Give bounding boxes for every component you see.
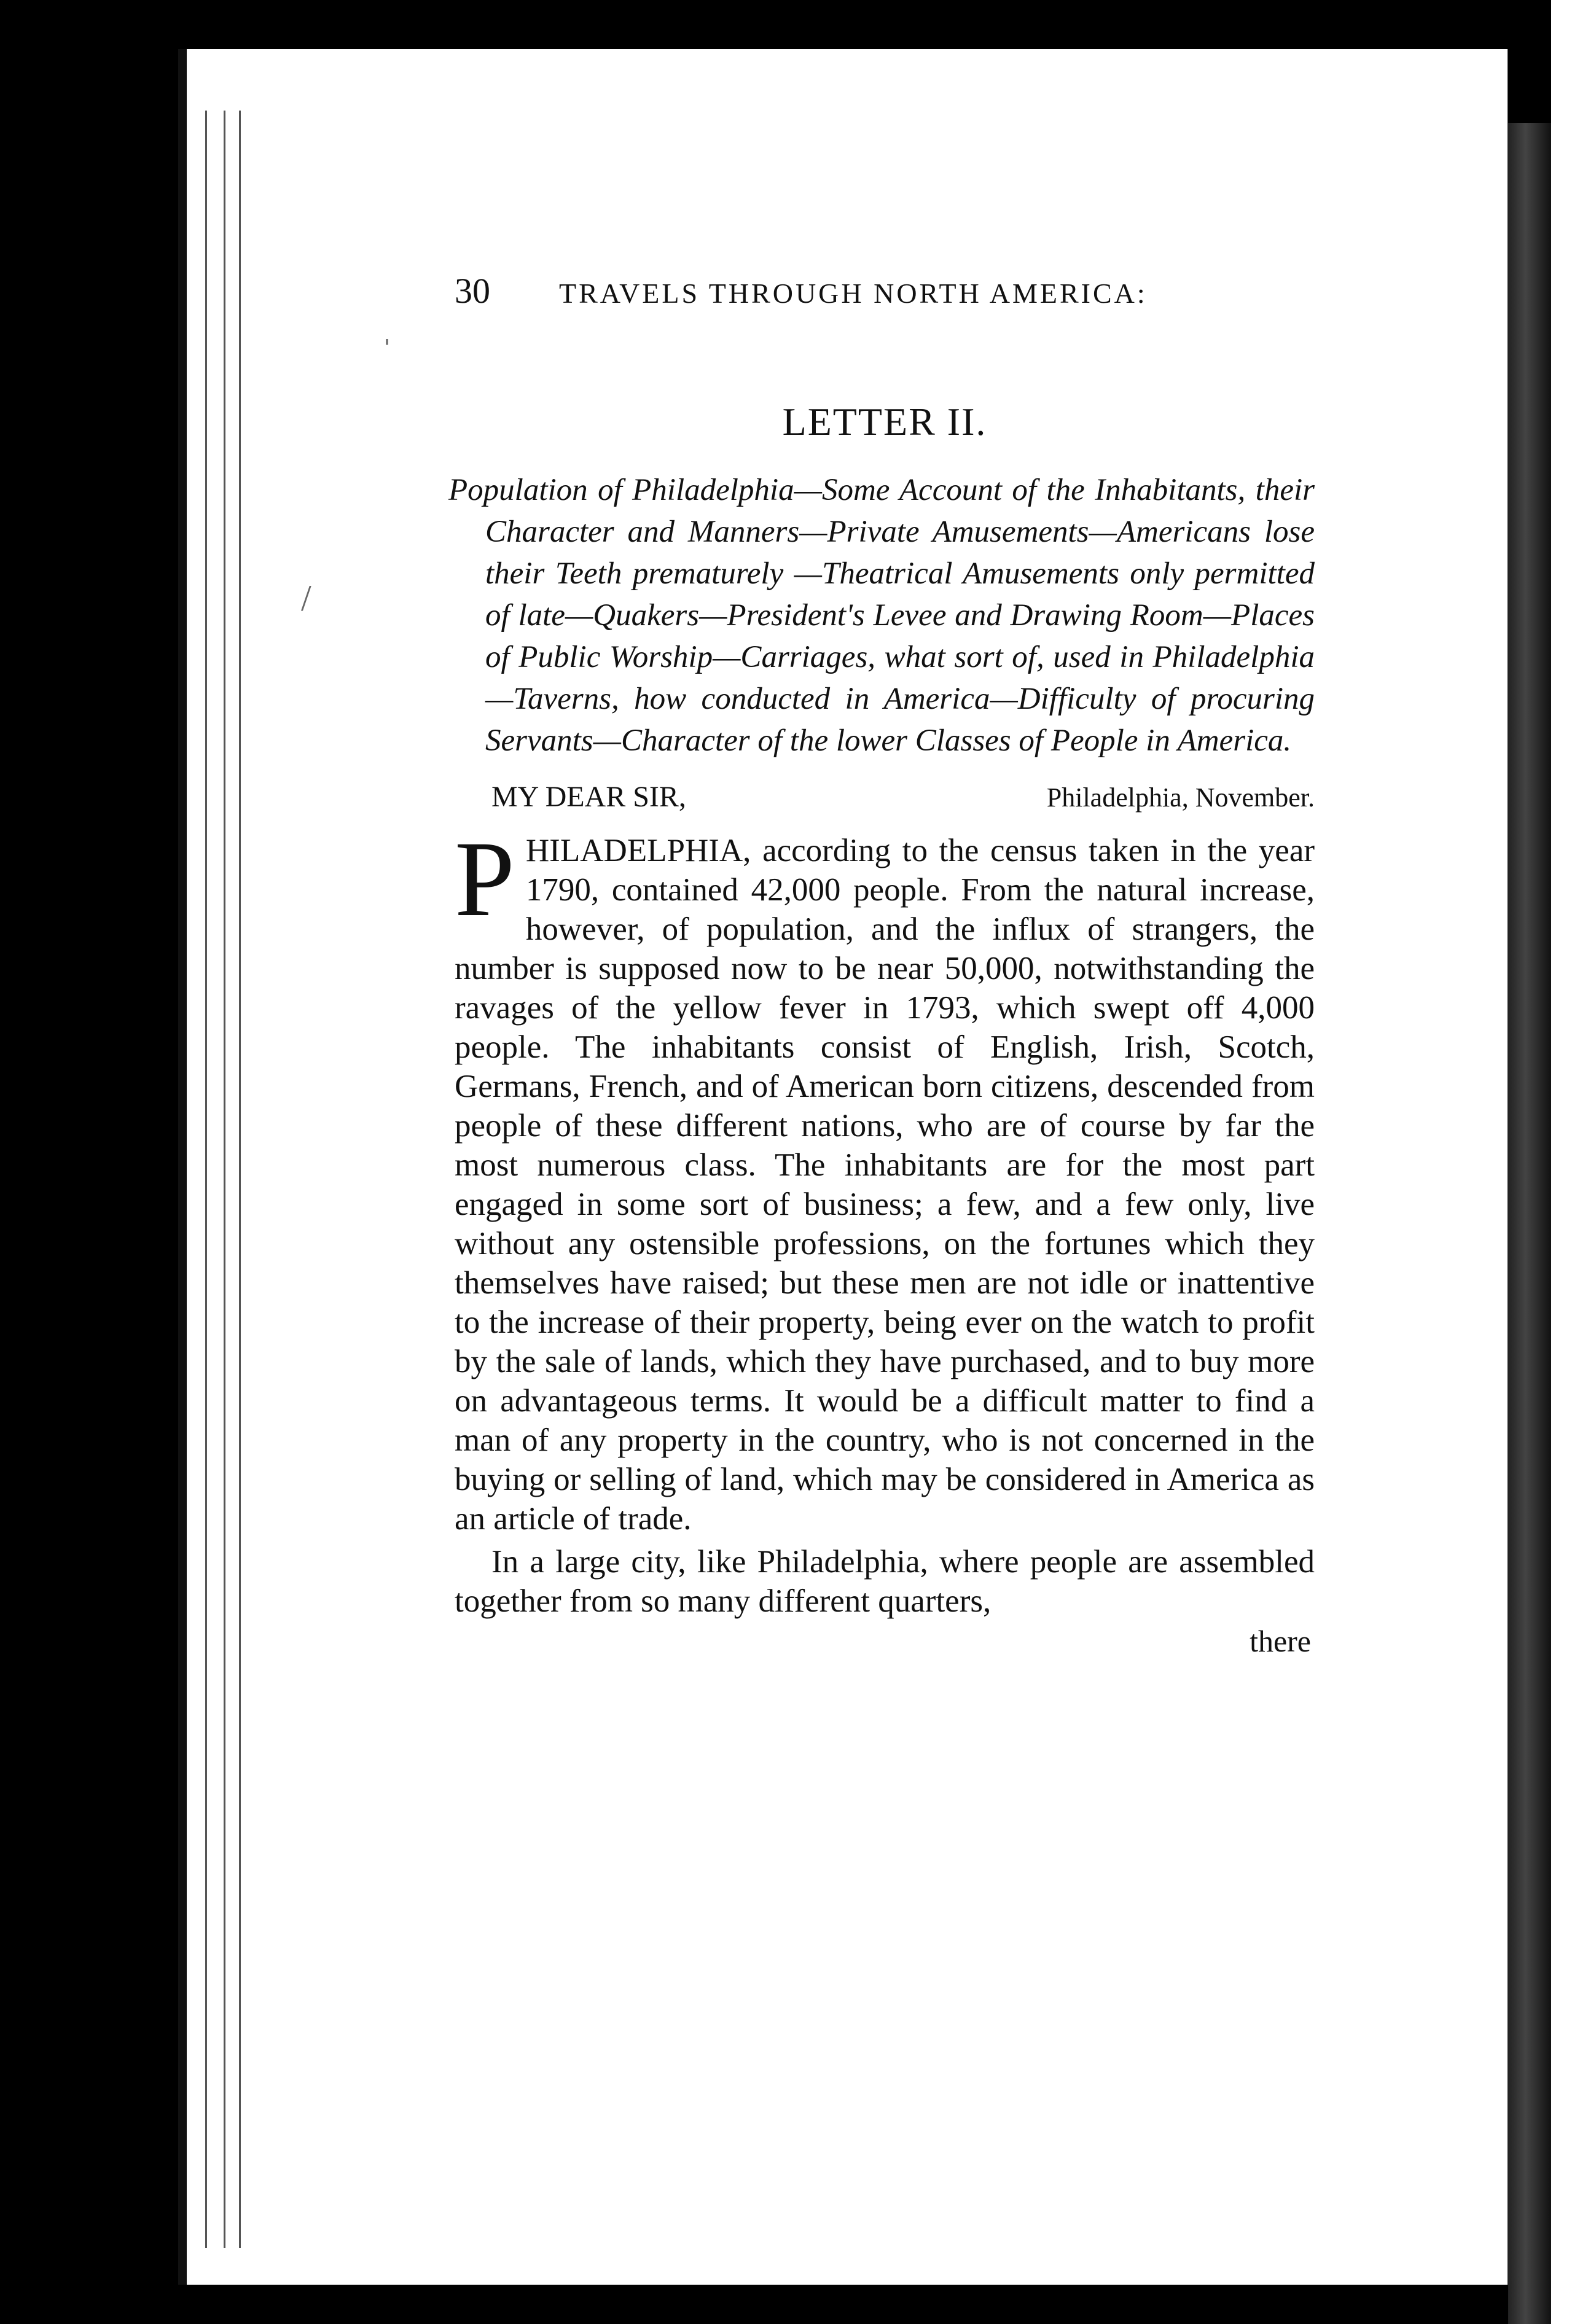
letter-heading: LETTER II. xyxy=(782,400,987,443)
dateline: Philadelphia, November. xyxy=(1046,782,1315,813)
catchword: there xyxy=(1250,1624,1311,1658)
facing-page-shadow xyxy=(1508,123,1551,2324)
page-number: 30 xyxy=(455,271,490,311)
body-paragraph-2: In a large city, like Philadelphia, where people are assembled together from so many different quarters, xyxy=(455,1544,1315,1619)
page-text xyxy=(448,270,1315,1659)
facing-page-edge xyxy=(1551,0,1596,2324)
page-edge-line xyxy=(239,111,241,2248)
salutation: MY DEAR SIR, xyxy=(491,781,686,813)
page-edge-line xyxy=(205,111,207,2248)
stray-mark: ˈ xyxy=(381,332,393,373)
salutation-line xyxy=(455,780,1315,814)
running-title: TRAVELS THROUGH NORTH AMERICA: xyxy=(559,278,1148,309)
stray-mark: / xyxy=(301,578,311,618)
body-paragraph-1 xyxy=(455,819,1315,1538)
letter-summary: Population of Philadelphia—Some Account of the Inhabitants, their Character and Manners—Private Amusements—Americans lose their Teeth prematurely —Theatrical Amusements only permitted of late—Quakers—President's Levee and Drawing Room—Places of Public Worship—Carriages, what sort of, used in Philadelphia—Taverns, how conducted in America—Difficulty of procuring Servants—Character of the lower Classes of People in America. xyxy=(448,473,1315,758)
paragraph-1-text: HILADELPHIA, according to the census taken in the year 1790, contained 42,000 people. From the natural increase, however, of population, and the influx of strangers, the number is supposed now to be near 50,000, notwithstanding the ravages of the yellow fever in 1793, which swept off 4,000 people. The inhabitants consist of English, Irish, Scotch, Germans, French, and of American born citizens, descended from people of these different nations, who are of course by far the most numerous class. The inhabitants are for the most part engaged in some sort of business; a few, and a few only, live without any ostensible professions, on the fortunes which they themselves have raised; but these men are not idle or inattentive to the increase of their property, being ever on the watch to profit by the sale of lands, which they have purchased, and to buy more on advantageous terms. It would be a difficult matter to find a man of any property in the country, who is not concerned in the buying or selling of land, which may be considered in America as an article of trade. xyxy=(455,833,1315,1537)
running-head xyxy=(455,270,1315,326)
drop-cap: P xyxy=(455,819,515,939)
page-edge-line xyxy=(224,111,225,2248)
